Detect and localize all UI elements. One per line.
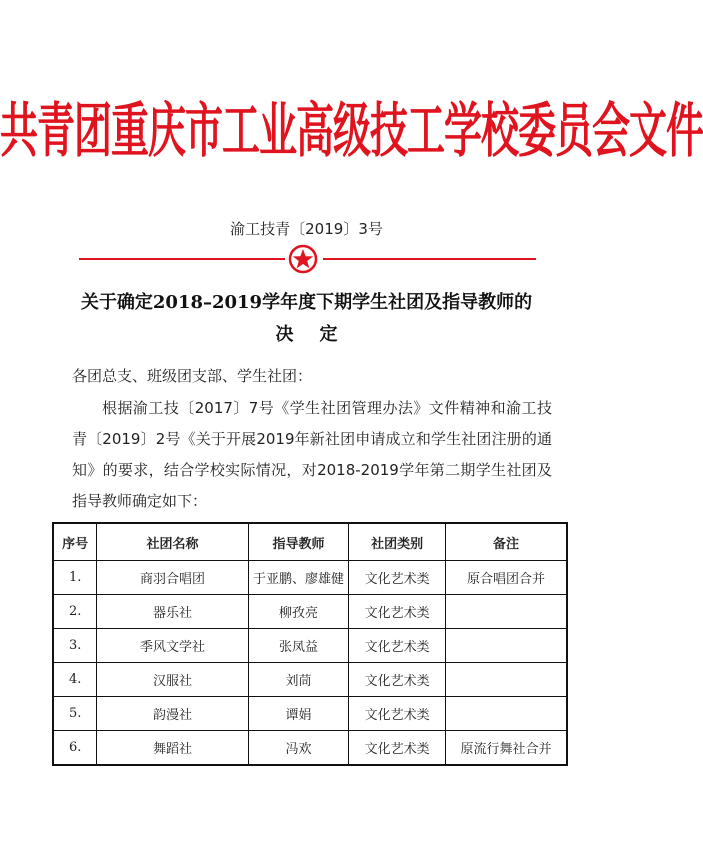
cell-advisor: 刘茼 bbox=[248, 663, 349, 697]
cell-club-name: 汉服社 bbox=[97, 663, 248, 697]
cell-seq: 2. bbox=[53, 595, 97, 629]
header-remarks: 备注 bbox=[445, 523, 567, 561]
cell-club-name: 季风文学社 bbox=[97, 629, 248, 663]
table-row bbox=[53, 731, 567, 766]
document-title-line-2: 决定 bbox=[275, 324, 364, 345]
cell-remarks bbox=[445, 595, 567, 629]
cell-club-name: 韵漫社 bbox=[97, 697, 248, 731]
cell-club-name: 器乐社 bbox=[97, 595, 248, 629]
document-title-line-1: 关于确定2018–2019学年度下期学生社团及指导教师的 bbox=[80, 292, 533, 313]
cell-remarks: 原合唱团合并 bbox=[445, 561, 567, 595]
cell-remarks bbox=[445, 697, 567, 731]
table-row bbox=[53, 561, 567, 595]
cell-club-name: 舞蹈社 bbox=[97, 731, 248, 766]
cell-seq: 3. bbox=[53, 629, 97, 663]
cell-advisor: 柳孜亮 bbox=[248, 595, 349, 629]
club-table bbox=[52, 522, 568, 766]
salutation: 各团总支、班级团支部、学生社团： bbox=[72, 367, 313, 385]
table-row bbox=[53, 663, 567, 697]
cell-club-name: 商羽合唱团 bbox=[97, 561, 248, 595]
red-divider-right bbox=[323, 258, 536, 260]
cell-category: 文化艺术类 bbox=[349, 663, 446, 697]
cell-seq: 6. bbox=[53, 731, 97, 766]
body-paragraph: 根据渝工技〔2017〕7号《学生社团管理办法》文件精神和渝工技青〔2019〕2号《关于开展2019年新社团申请成立和学生社团注册的通知》的要求，结合学校实际情况，对2018-2019学年第二期学生社团及指导教师确定如下： bbox=[72, 399, 552, 510]
cell-category: 文化艺术类 bbox=[349, 595, 446, 629]
cell-seq: 1. bbox=[53, 561, 97, 595]
cell-advisor: 冯欢 bbox=[248, 731, 349, 766]
table-row bbox=[53, 629, 567, 663]
cell-remarks bbox=[445, 629, 567, 663]
header-category: 社团类别 bbox=[349, 523, 446, 561]
cell-category: 文化艺术类 bbox=[349, 561, 446, 595]
cell-advisor: 谭娟 bbox=[248, 697, 349, 731]
document-number: 渝工技青〔2019〕3号 bbox=[230, 220, 383, 238]
cell-category: 文化艺术类 bbox=[349, 629, 446, 663]
cell-seq: 4. bbox=[53, 663, 97, 697]
cell-remarks bbox=[445, 663, 567, 697]
table-row bbox=[53, 697, 567, 731]
document-header-title: 共青团重庆市工业高级技工学校委员会文件 bbox=[0, 96, 703, 166]
star-emblem-icon bbox=[288, 244, 318, 274]
table-row bbox=[53, 595, 567, 629]
cell-remarks: 原流行舞社合并 bbox=[445, 731, 567, 766]
cell-seq: 5. bbox=[53, 697, 97, 731]
cell-category: 文化艺术类 bbox=[349, 731, 446, 766]
cell-advisor: 张凤益 bbox=[248, 629, 349, 663]
header-seq: 序号 bbox=[53, 523, 97, 561]
header-club-name: 社团名称 bbox=[97, 523, 248, 561]
cell-category: 文化艺术类 bbox=[349, 697, 446, 731]
cell-advisor: 于亚鹏、廖雄健 bbox=[248, 561, 349, 595]
red-divider-left bbox=[79, 258, 285, 260]
table-header-row bbox=[53, 523, 567, 561]
header-advisor: 指导教师 bbox=[248, 523, 349, 561]
